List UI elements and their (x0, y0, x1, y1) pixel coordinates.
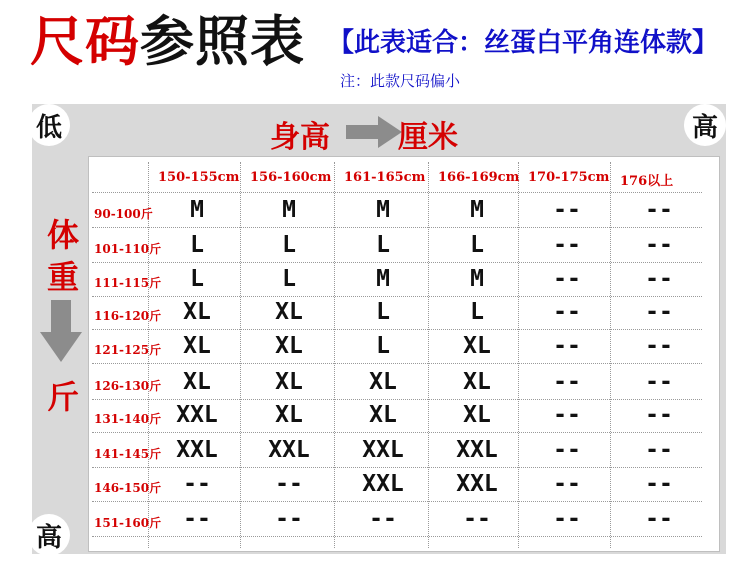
size-cell: XL (183, 299, 211, 325)
size-cell: -- (553, 369, 581, 395)
size-cell: XXL (176, 402, 218, 428)
size-cell: L (190, 232, 204, 258)
size-cell: -- (553, 266, 581, 292)
size-cell: -- (645, 369, 673, 395)
size-cell: -- (553, 333, 581, 359)
size-cell: -- (553, 506, 581, 532)
size-cell: XXL (456, 437, 498, 463)
weight-axis-char-3: 斤 (46, 378, 79, 416)
size-cell: -- (183, 506, 211, 532)
size-cell: XL (463, 369, 491, 395)
column-header: 156-160cm (250, 170, 332, 185)
title-part-2: 参照表 (140, 9, 305, 73)
height-unit-label: 厘米 (398, 120, 458, 155)
size-cell: XL (369, 369, 397, 395)
size-cell: -- (645, 506, 673, 532)
size-cell: XXL (456, 471, 498, 497)
weight-range-label: 151-160斤 (94, 516, 162, 530)
column-header: 176以上 (620, 174, 674, 189)
size-cell: XL (183, 369, 211, 395)
right-arrow-icon (346, 116, 402, 148)
size-cell: M (376, 266, 390, 292)
size-cell: XL (369, 402, 397, 428)
weight-range-label: 121-125斤 (94, 343, 162, 357)
size-cell: -- (553, 402, 581, 428)
size-cell: L (470, 232, 484, 258)
column-header: 161-165cm (344, 170, 426, 185)
weight-range-label: 111-115斤 (94, 276, 162, 290)
size-cell: XL (463, 402, 491, 428)
size-cell: -- (463, 506, 491, 532)
size-cell: M (376, 197, 390, 223)
high-indicator-bottom: 高 (28, 514, 70, 556)
down-arrow-icon (40, 300, 82, 362)
size-cell: -- (645, 333, 673, 359)
size-cell: L (376, 232, 390, 258)
size-cell: -- (645, 232, 673, 258)
size-cell: -- (645, 197, 673, 223)
weight-range-label: 101-110斤 (94, 242, 162, 256)
size-cell: -- (645, 437, 673, 463)
size-cell: -- (645, 471, 673, 497)
size-cell: XL (275, 333, 303, 359)
weight-range-label: 141-145斤 (94, 447, 162, 461)
applies-to-label: 【此表适合：丝蛋白平角连体款】 (328, 28, 719, 58)
size-cell: XL (275, 299, 303, 325)
size-cell: -- (553, 299, 581, 325)
size-cell: L (470, 299, 484, 325)
column-header: 170-175cm (528, 170, 610, 185)
size-cell: -- (183, 471, 211, 497)
size-cell: XXL (362, 437, 404, 463)
weight-range-label: 131-140斤 (94, 412, 162, 426)
weight-range-label: 90-100斤 (94, 207, 153, 221)
size-cell: -- (553, 437, 581, 463)
height-axis-label: 身高 (270, 120, 330, 155)
size-cell: L (282, 266, 296, 292)
size-cell: -- (275, 506, 303, 532)
size-cell: M (470, 266, 484, 292)
size-cell: L (376, 333, 390, 359)
size-cell: XL (183, 333, 211, 359)
size-note: 注：此款尺码偏小 (340, 72, 461, 90)
size-cell: M (190, 197, 204, 223)
weight-axis-char-1: 体 (46, 216, 79, 254)
size-cell: M (470, 197, 484, 223)
low-indicator: 低 (28, 104, 70, 146)
weight-range-label: 126-130斤 (94, 379, 162, 393)
weight-range-label: 116-120斤 (94, 309, 162, 323)
size-cell: XL (463, 333, 491, 359)
weight-axis-char-2: 重 (46, 258, 79, 296)
size-cell: -- (645, 266, 673, 292)
title-part-1: 尺码 (30, 9, 140, 73)
column-header: 166-169cm (438, 170, 520, 185)
size-cell: XXL (176, 437, 218, 463)
high-indicator-top: 高 (684, 104, 726, 146)
size-cell: XXL (362, 471, 404, 497)
size-cell: XL (275, 402, 303, 428)
size-cell: -- (553, 232, 581, 258)
size-cell: -- (553, 471, 581, 497)
page-title (30, 9, 305, 73)
size-cell: L (376, 299, 390, 325)
size-cell: -- (553, 197, 581, 223)
size-cell: XL (275, 369, 303, 395)
size-cell: L (190, 266, 204, 292)
column-header: 150-155cm (158, 170, 240, 185)
size-cell: L (282, 232, 296, 258)
size-cell: -- (645, 299, 673, 325)
size-cell: M (282, 197, 296, 223)
size-cell: -- (275, 471, 303, 497)
size-cell: XXL (268, 437, 310, 463)
weight-range-label: 146-150斤 (94, 481, 162, 495)
size-cell: -- (369, 506, 397, 532)
size-cell: -- (645, 402, 673, 428)
